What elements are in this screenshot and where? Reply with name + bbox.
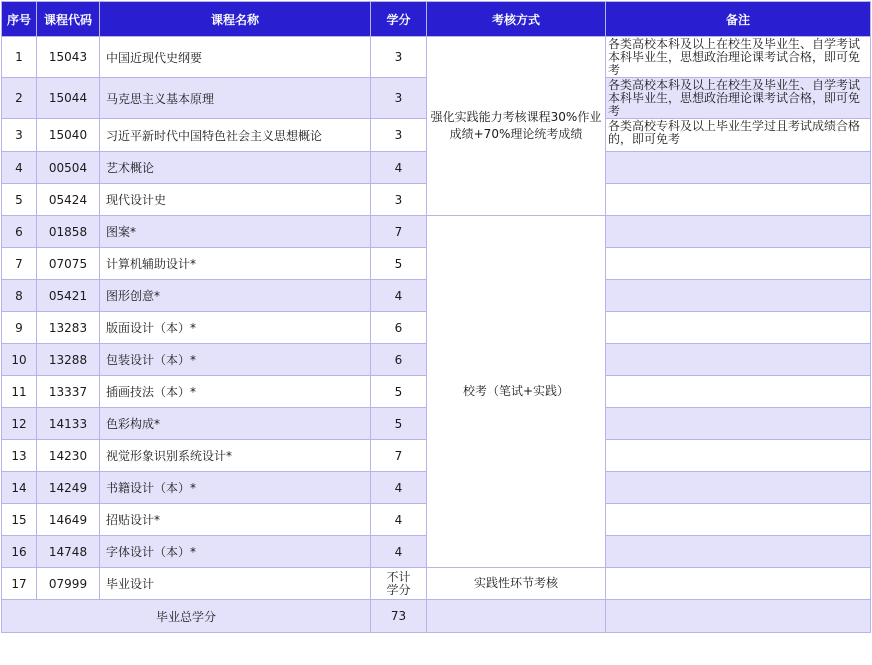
cell-code: 07075 bbox=[37, 248, 100, 280]
cell-name: 习近平新时代中国特色社会主义思想概论 bbox=[100, 119, 371, 152]
cell-seq: 11 bbox=[2, 376, 37, 408]
cell-name: 毕业设计 bbox=[100, 568, 371, 600]
cell-note-empty bbox=[606, 376, 871, 408]
cell-code: 05421 bbox=[37, 280, 100, 312]
cell-note: 各类高校本科及以上在校生及毕业生、自学考试本科毕业生，思想政治理论课考试合格，即可免考 bbox=[606, 37, 871, 78]
cell-credit: 6 bbox=[371, 312, 427, 344]
cell-seq: 8 bbox=[2, 280, 37, 312]
cell-name: 图案* bbox=[100, 216, 371, 248]
total-label: 毕业总学分 bbox=[2, 600, 371, 633]
cell-name: 字体设计（本）* bbox=[100, 536, 371, 568]
cell-code: 14133 bbox=[37, 408, 100, 440]
cell-seq: 1 bbox=[2, 37, 37, 78]
total-exam-empty bbox=[427, 600, 606, 633]
course-table bbox=[1, 1, 871, 633]
cell-name: 图形创意* bbox=[100, 280, 371, 312]
cell-code: 14230 bbox=[37, 440, 100, 472]
cell-name: 招贴设计* bbox=[100, 504, 371, 536]
cell-note-empty bbox=[606, 408, 871, 440]
cell-credit: 4 bbox=[371, 472, 427, 504]
cell-seq: 6 bbox=[2, 216, 37, 248]
cell-seq: 13 bbox=[2, 440, 37, 472]
cell-name: 包装设计（本）* bbox=[100, 344, 371, 376]
cell-seq: 12 bbox=[2, 408, 37, 440]
cell-name: 版面设计（本）* bbox=[100, 312, 371, 344]
cell-name: 计算机辅助设计* bbox=[100, 248, 371, 280]
cell-code: 13283 bbox=[37, 312, 100, 344]
cell-credit: 5 bbox=[371, 408, 427, 440]
total-credits: 73 bbox=[371, 600, 427, 633]
total-row bbox=[2, 600, 871, 633]
cell-credit: 4 bbox=[371, 536, 427, 568]
total-note-empty bbox=[606, 600, 871, 633]
cell-note-empty bbox=[606, 472, 871, 504]
cell-code: 00504 bbox=[37, 152, 100, 184]
cell-note-empty bbox=[606, 440, 871, 472]
cell-seq: 2 bbox=[2, 78, 37, 119]
cell-note: 各类高校本科及以上在校生及毕业生、自学考试本科毕业生，思想政治理论课考试合格，即可免考 bbox=[606, 78, 871, 119]
credit-not-counted: 不计学分 bbox=[386, 569, 411, 597]
cell-credit: 4 bbox=[371, 504, 427, 536]
header-seq: 序号 bbox=[2, 2, 37, 37]
cell-name: 中国近现代史纲要 bbox=[100, 37, 371, 78]
cell-note-empty bbox=[606, 536, 871, 568]
cell-note-empty bbox=[606, 280, 871, 312]
cell-seq: 14 bbox=[2, 472, 37, 504]
table-row bbox=[2, 216, 871, 248]
cell-name: 插画技法（本）* bbox=[100, 376, 371, 408]
cell-credit: 6 bbox=[371, 344, 427, 376]
cell-seq: 16 bbox=[2, 536, 37, 568]
cell-seq: 4 bbox=[2, 152, 37, 184]
cell-credit: 3 bbox=[371, 119, 427, 152]
cell-seq: 3 bbox=[2, 119, 37, 152]
cell-code: 14649 bbox=[37, 504, 100, 536]
cell-credit: 3 bbox=[371, 184, 427, 216]
cell-code: 15044 bbox=[37, 78, 100, 119]
header-code: 课程代码 bbox=[37, 2, 100, 37]
cell-credit: 5 bbox=[371, 248, 427, 280]
cell-credit: 7 bbox=[371, 440, 427, 472]
cell-name: 书籍设计（本）* bbox=[100, 472, 371, 504]
exam-method-group-3: 实践性环节考核 bbox=[427, 568, 606, 600]
cell-note: 各类高校专科及以上毕业生学过且考试成绩合格的，即可免考 bbox=[606, 119, 871, 152]
cell-code: 13337 bbox=[37, 376, 100, 408]
table-row bbox=[2, 568, 871, 600]
header-exam: 考核方式 bbox=[427, 2, 606, 37]
cell-credit bbox=[371, 568, 427, 600]
cell-code: 15040 bbox=[37, 119, 100, 152]
cell-code: 05424 bbox=[37, 184, 100, 216]
table-row bbox=[2, 37, 871, 78]
cell-name: 色彩构成* bbox=[100, 408, 371, 440]
cell-code: 13288 bbox=[37, 344, 100, 376]
cell-credit: 5 bbox=[371, 376, 427, 408]
cell-note-empty bbox=[606, 344, 871, 376]
cell-credit: 7 bbox=[371, 216, 427, 248]
exam-method-group-2: 校考（笔试+实践） bbox=[427, 216, 606, 568]
cell-note-empty bbox=[606, 504, 871, 536]
cell-seq: 17 bbox=[2, 568, 37, 600]
cell-code: 07999 bbox=[37, 568, 100, 600]
cell-name: 马克思主义基本原理 bbox=[100, 78, 371, 119]
cell-name: 现代设计史 bbox=[100, 184, 371, 216]
cell-seq: 15 bbox=[2, 504, 37, 536]
header-row bbox=[2, 2, 871, 37]
cell-note-empty bbox=[606, 216, 871, 248]
cell-note-empty bbox=[606, 312, 871, 344]
cell-code: 14249 bbox=[37, 472, 100, 504]
header-credit: 学分 bbox=[371, 2, 427, 37]
cell-credit: 4 bbox=[371, 152, 427, 184]
cell-note-empty bbox=[606, 184, 871, 216]
cell-credit: 3 bbox=[371, 37, 427, 78]
cell-credit: 3 bbox=[371, 78, 427, 119]
cell-note-empty bbox=[606, 568, 871, 600]
cell-seq: 9 bbox=[2, 312, 37, 344]
cell-code: 01858 bbox=[37, 216, 100, 248]
cell-credit: 4 bbox=[371, 280, 427, 312]
cell-name: 艺术概论 bbox=[100, 152, 371, 184]
header-note: 备注 bbox=[606, 2, 871, 37]
cell-note-empty bbox=[606, 152, 871, 184]
cell-note-empty bbox=[606, 248, 871, 280]
cell-seq: 5 bbox=[2, 184, 37, 216]
cell-seq: 10 bbox=[2, 344, 37, 376]
cell-code: 15043 bbox=[37, 37, 100, 78]
exam-method-group-1: 强化实践能力考核课程30%作业成绩+70%理论统考成绩 bbox=[427, 37, 606, 216]
cell-code: 14748 bbox=[37, 536, 100, 568]
cell-seq: 7 bbox=[2, 248, 37, 280]
cell-name: 视觉形象识别系统设计* bbox=[100, 440, 371, 472]
header-name: 课程名称 bbox=[100, 2, 371, 37]
